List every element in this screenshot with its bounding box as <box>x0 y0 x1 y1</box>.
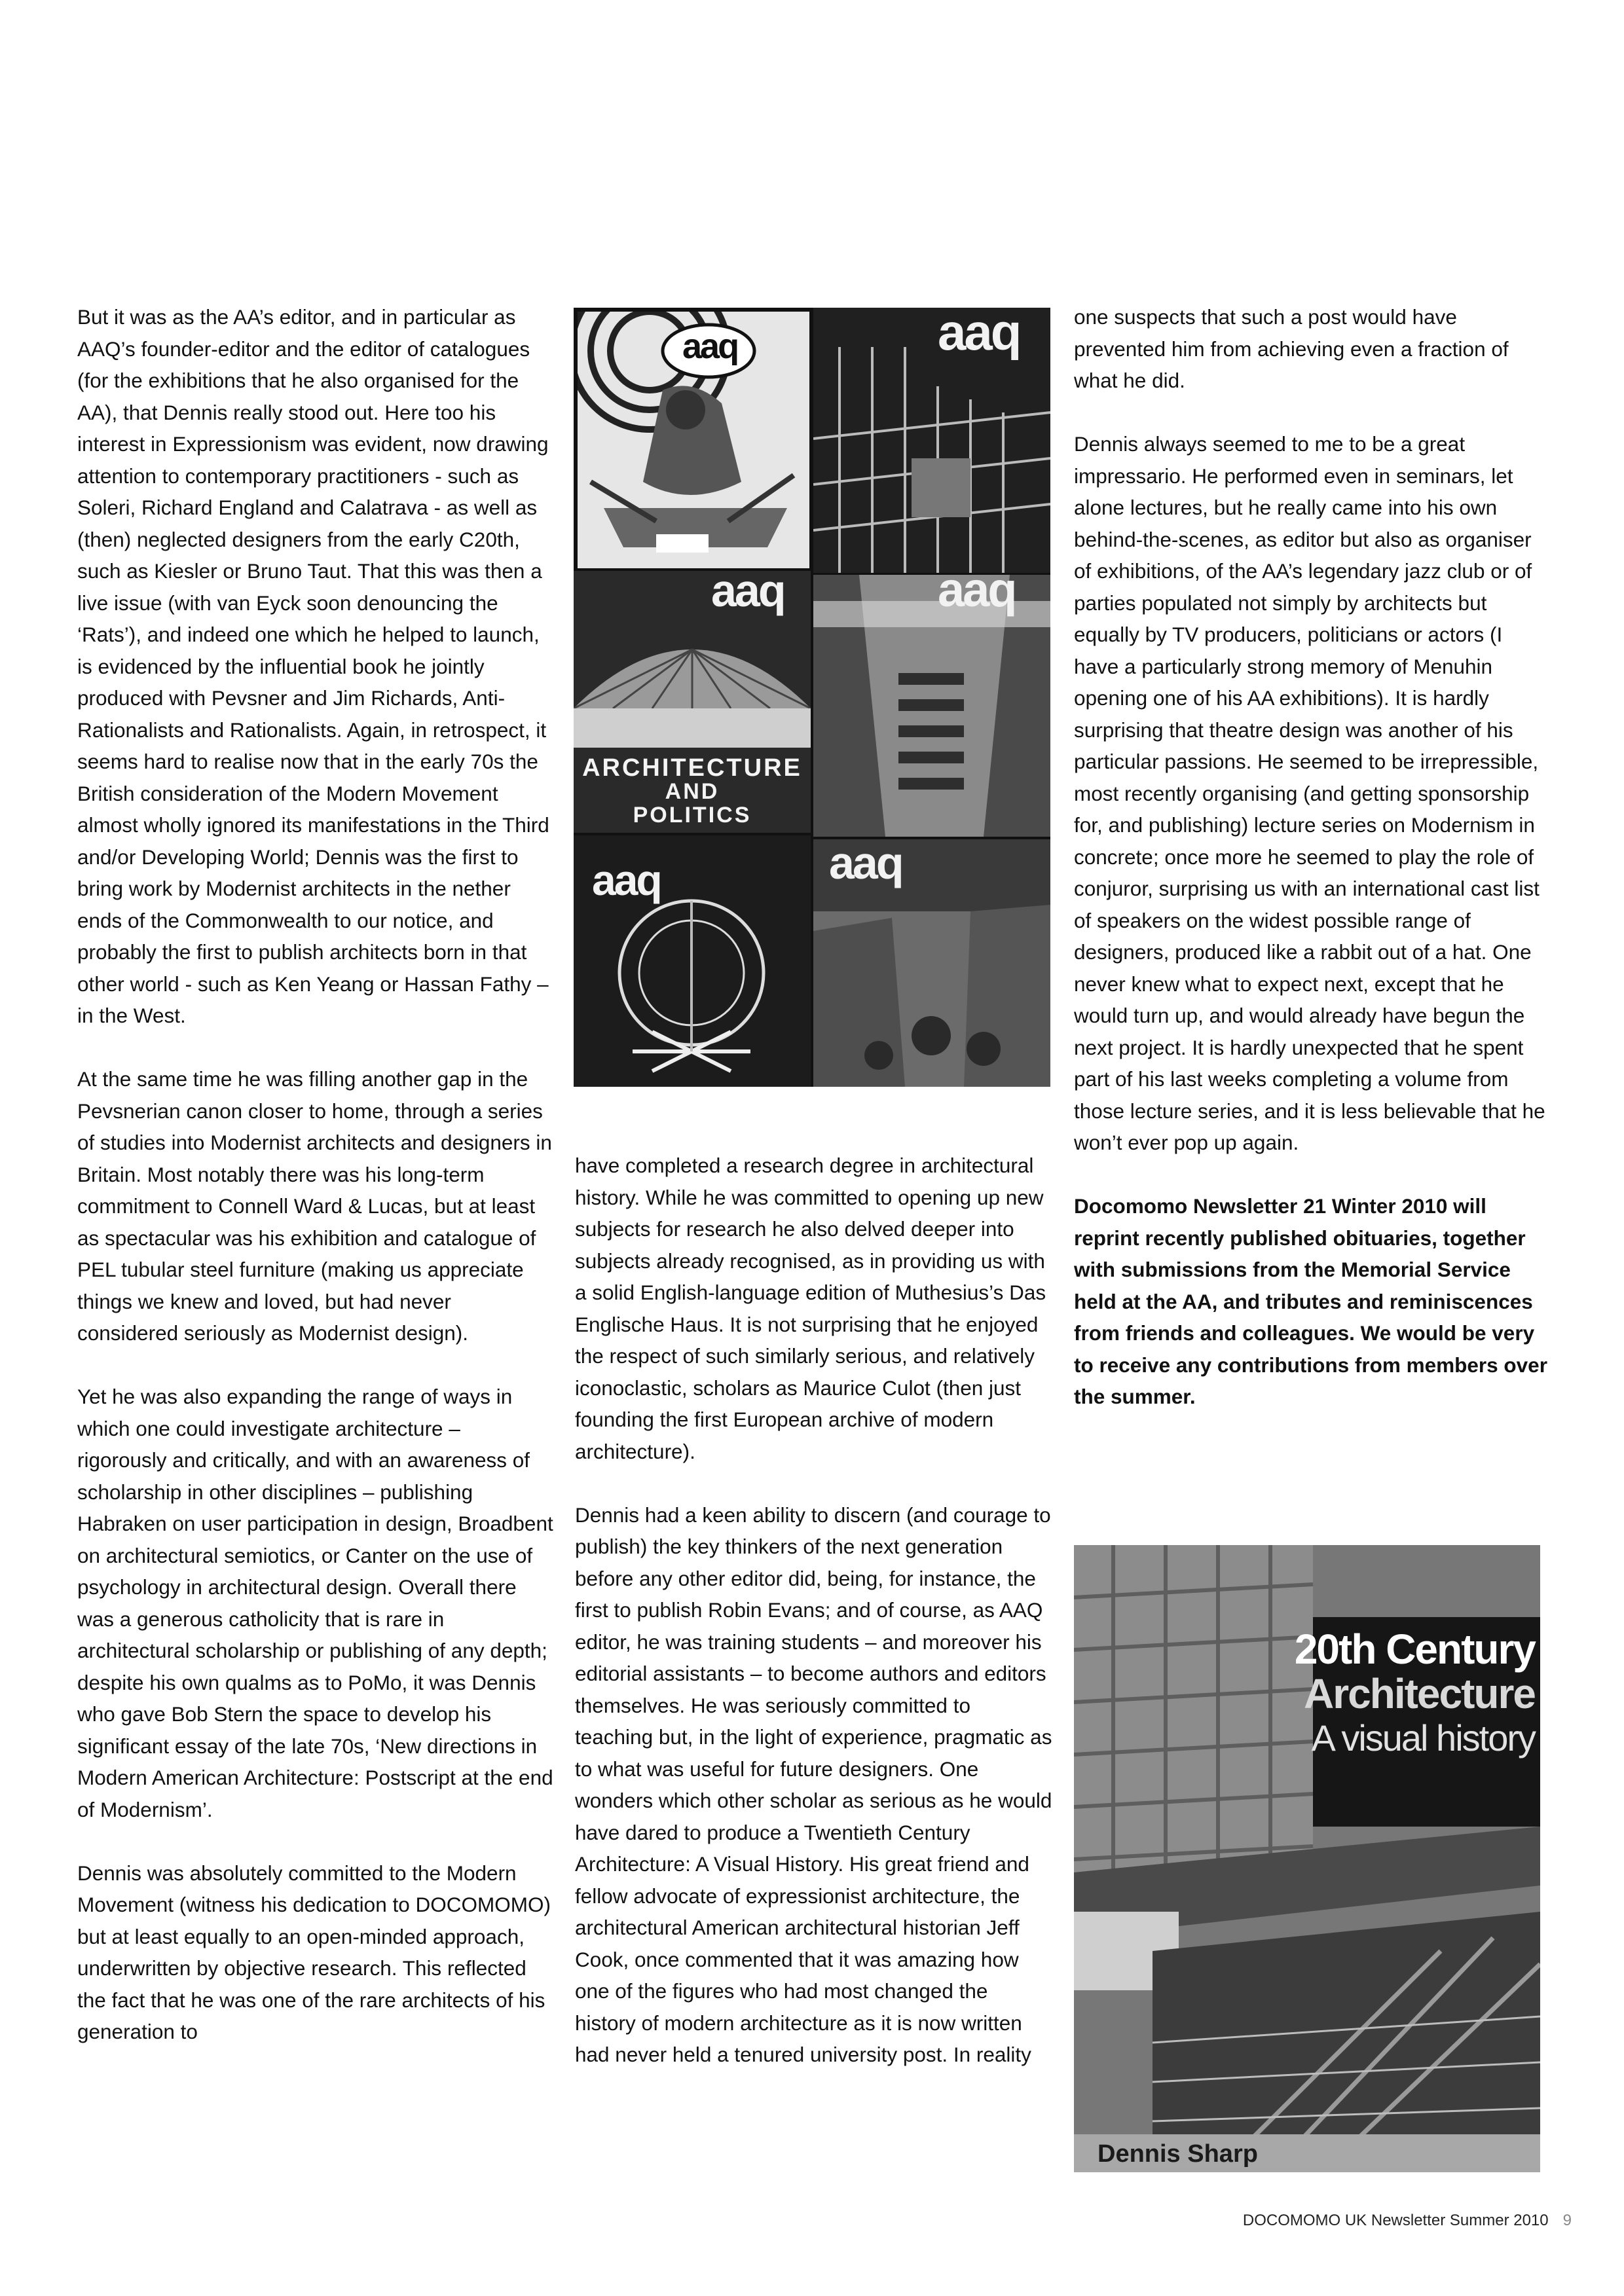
cover-image-6 <box>813 839 1050 1087</box>
cover-image-3 <box>574 571 811 833</box>
paragraph: Dennis always seemed to me to be a great impressario. He performed even in seminars, let alone lectures, but he really came into his own behind-the-scenes, as editor but also as organiser of exhibitions, of the AA’s legendary jazz club or of parties populated not simply by architects but equally by TV producers, politicians or actors (I have a particularly strong memory of Menuhin opening one of his AA exhibitions). It is hardly surprising that theatre design was another of his particular passions. He seemed to be irrepressible, most recently organising (and getting sponsorship for, and publishing) lecture series on Modernism in concrete; once more he seemed to play the role of conjuror, surprising us with an international cast list of speakers on the widest possible range of designers, produced like a rabbit out of a hat. One never knew what to expect next, except that he would turn up, and would already have begun the next project. It is hardly unexpected that he spent part of his last weeks completing a volume from those lecture series, and it is less believable that he won’t ever pop up again. <box>1074 432 1545 1154</box>
book-cover-image <box>1074 1545 1540 2172</box>
cover-title-line-1: ARCHITECTURE <box>582 754 802 782</box>
aaq-logo: aaq <box>938 308 1020 361</box>
cover-image-1 <box>578 312 809 568</box>
cover-image-5 <box>574 835 811 1087</box>
book-title-line-2: Architecture <box>1304 1670 1535 1717</box>
cover-image-2 <box>813 308 1050 573</box>
aaq-logo: aaq <box>682 327 738 366</box>
page-footer <box>1113 2212 1572 2230</box>
paragraph: But it was as the AA’s editor, and in particular as AAQ’s founder-editor and the editor of catalogues (for the exhibitions that he also organised for the AA), that Dennis really stood out. Here too his interest in Expressionism was evident, now drawing attention to contemporary practitioners - such as Soleri, Richard England and Calatrava - as well as (then) neglected designers from the early C20th, such as Kiesler or Bruno Taut. That this was then a live issue (with van Eyck soon denouncing the ‘Rats’), and indeed one which he helped to launch, is evidenced by the influential book he jointly produced with Pevsner and Jim Richards, Anti-Rationalists and Rationalists. Again, in retrospect, it seems hard to realise now that in the early 70s the British consideration of the Modern Movement almost wholly ignored its manifestations in the Third and/or Developing World; Dennis was the first to bring work by Modernist architects in the nether ends of the Commonwealth to our notice, and probably the first to publish architects born in that other world - such as Ken Yeang or Hassan Fathy – in the West. <box>77 305 549 1027</box>
paragraph: Dennis was absolutely committed to the Modern Movement (witness his dedication to DOCOMOMO) but at least equally to an open-minded approach, underwritten by objective research. This reflected the fact that he was one of the rare architects of his generation to <box>77 1861 551 2043</box>
aaq-logo: aaq <box>711 571 784 616</box>
aaq-logo: aaq <box>938 575 1016 617</box>
paragraph: Yet he was also expanding the range of ways in which one could investigate architecture – rigorously and critically, and with an awareness of scholarship in other disciplines – publishing Habraken on user participation in design, Broadbent on architectural semiotics, or Canter on the use of psychology in architectural design. Overall there was a generous catholicity that is rare in architectural scholarship or publishing of any depth; despite his own qualms as to PoMo, it was Dennis who gave Bob Stern the space to develop his significant essay of the late 70s, ‘New directions in Modern American Architecture: Postscript at the end of Modernism’. <box>77 1385 553 1821</box>
aaq-logo: aaq <box>592 856 661 904</box>
book-title-line-1: 20th Century <box>1294 1626 1535 1673</box>
book-author: Dennis Sharp <box>1098 2140 1258 2168</box>
publication-name: DOCOMOMO UK Newsletter Summer 2010 <box>1242 2212 1549 2229</box>
aaq-covers-collage-image <box>574 308 1050 1087</box>
book-subtitle: A visual history <box>1311 1717 1535 1758</box>
cover-image-4 <box>813 575 1050 837</box>
cover-title-line-2: AND <box>665 779 720 804</box>
paragraph: have completed a research degree in architectural history. While he was committed to opening up new subjects for research he also delved deeper into subjects already recognised, as in providing us with a solid English-language edition of Muthesius’s Das Englische Haus. It is not surprising that he enjoyed the respect of such similarly serious, and relatively iconoclastic, scholars as Maurice Culot (then just founding the first European archive of modern architecture). <box>575 1154 1046 1463</box>
text-column-2 <box>575 1150 1053 2071</box>
paragraph: Dennis had a keen ability to discern (and courage to publish) the key thinkers of the next generation before any other editor did, being, for instance, the first to publish Robin Evans; and of course, as AAQ editor, he was training students – and moreover his editorial assistants – to become authors and editors themselves. He was seriously committed to teaching but, in the light of experience, pragmatic as to what was useful for future designers. One wonders which other scholar as serious as he would have dared to produce a Twentieth Century Architecture: A Visual History. His great friend and fellow advocate of expressionist architecture, the architectural American architectural historian Jeff Cook, once commented that it was amazing how one of the figures who had most changed the history of modern architecture as it is now written had never held a tenured university post. In reality <box>575 1503 1052 2066</box>
paragraph: one suspects that such a post would have prevented him from achieving even a fraction of what he did. <box>1074 305 1509 392</box>
text-column-1 <box>77 301 555 2048</box>
page-number: 9 <box>1562 2212 1572 2229</box>
paragraph: At the same time he was filling another gap in the Pevsnerian canon closer to home, through a series of studies into Modernist architects and designers in Britain. Most notably there was his long-term commitment to Connell Ward & Lucas, but at least as spectacular was his exhibition and catalogue of PEL tubular steel furniture (making us appreciate things we knew and loved, but had never considered seriously as Modernist design). <box>77 1067 552 1345</box>
text-column-3 <box>1074 301 1552 1413</box>
cover-title-line-3: POLITICS <box>633 803 752 828</box>
aaq-logo: aaq <box>829 839 902 888</box>
newsletter-notice: Docomomo Newsletter 21 Winter 2010 will reprint recently published obituaries, together with submissions from the Memorial Service held at the AA, and tributes and reminiscences from friends and colleagues. We would be very to receive any contributions from members over the summer. <box>1074 1194 1547 1408</box>
